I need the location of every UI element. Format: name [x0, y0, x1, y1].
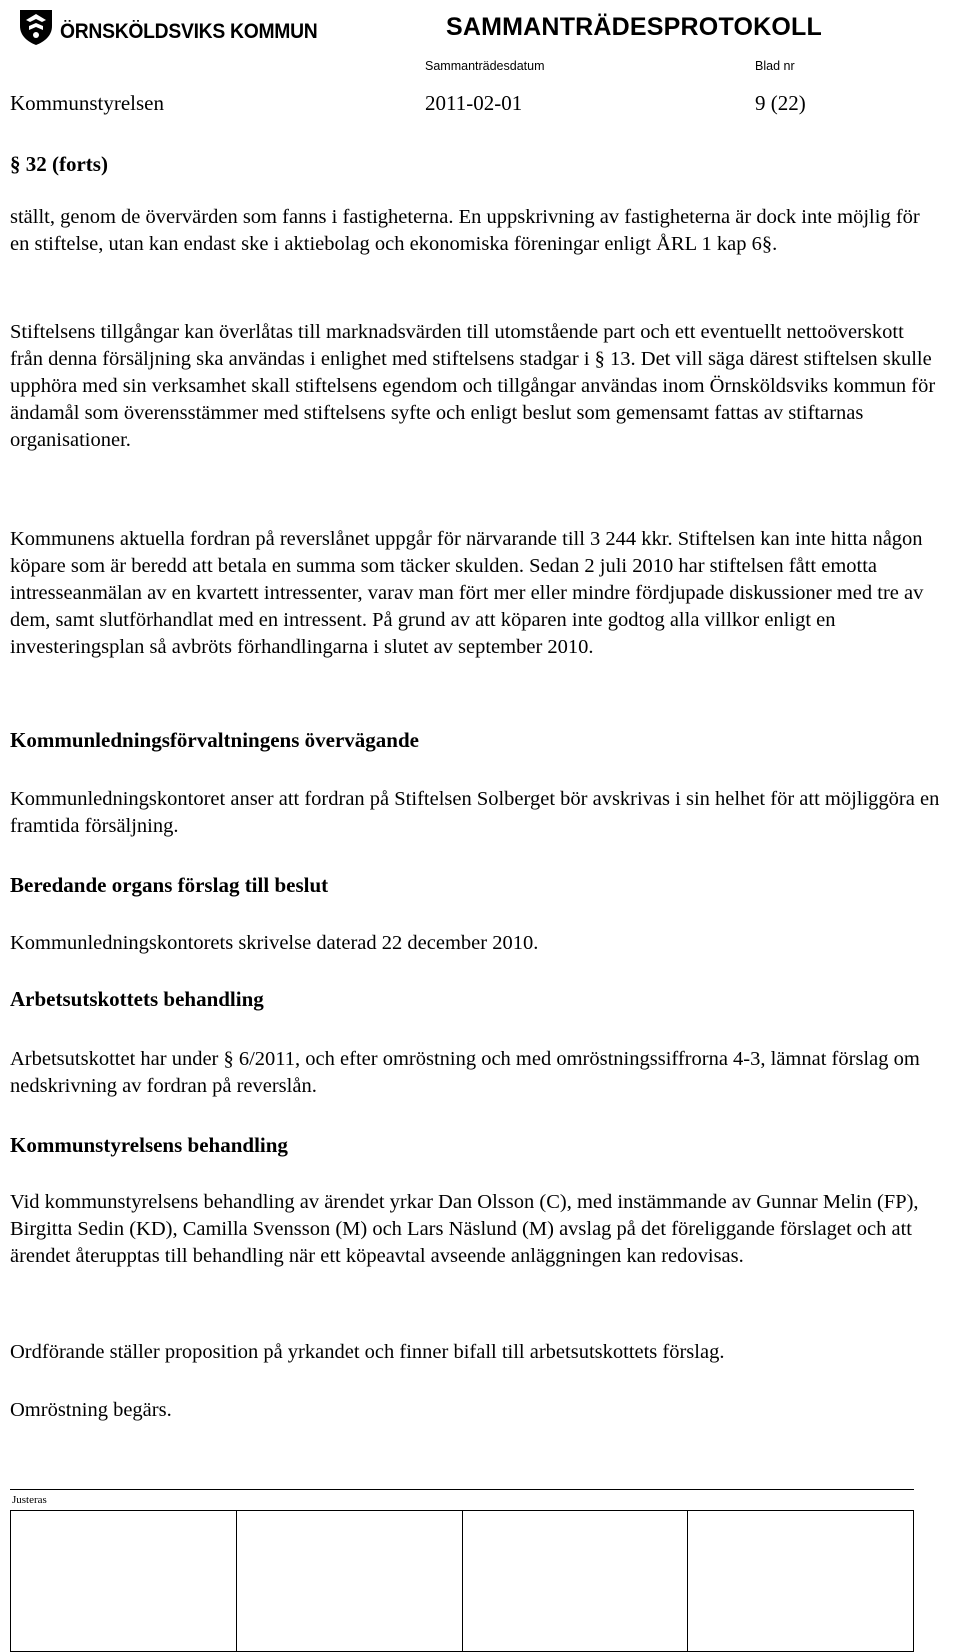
footer-divider — [10, 1489, 914, 1490]
closing-paragraph: Ordförande ställer proposition på yrkandet och finner bifall till arbetsutskottets förslag. — [10, 1341, 725, 1363]
section-heading-overvagande: Kommunledningsförvaltningens övervägande — [10, 728, 419, 752]
document-type-title: SAMMANTRÄDESPROTOKOLL — [446, 13, 822, 41]
justeras-label: Justeras — [12, 1494, 47, 1506]
body-paragraph: Kommunens aktuella fordran på reverslånet uppgår för närvarande till 3 244 kkr. Stiftelsen kan inte hitta någon köpare som är beredd att betala en summa som täcker skulden. Sedan 2 juli 2010 har stiftelsen fått emotta intresseanmälan av en kvartett intressenter, varav man fört mer eller mindre fördjupade diskussioner med tre av dem, samt slutförhandlat med en intressent. På grund av att köparen inte godtog alla villkor enligt en investeringsplan så avbröts förhandlingarna i slutet av september 2010. — [10, 528, 924, 658]
section-text-kommunstyrelse: Vid kommunstyrelsens behandling av ärendet yrkar Dan Olsson (C), med instämmande av Gunnar Melin (FP), Birgitta Sedin (KD), Camilla Svensson (M) och Lars Näslund (M) avslag på det föreliggande förslaget och att ärendet återupptas till behandling när ett köpeavtal avseende anläggningen kan redovisas. — [10, 1191, 919, 1267]
signature-cell — [688, 1511, 914, 1652]
body-paragraph: Stiftelsens tillgångar kan överlåtas till marknadsvärden till utomstående part och ett eventuellt nettoöverskott från denna försäljning ska användas i enlighet med stiftelsens stadgar i § 13. Det vill säga därest stiftelsen skulle upphöra med sin verksamhet skall stiftelsens egendom och tillgångar användas inom Örnsköldsviks kommun för ändamål som överensstämmer med stiftelsens syfte och enligt beslut som gemensamt fattas av stiftarnas organisationer. — [10, 321, 936, 451]
municipality-logo — [18, 8, 318, 46]
section-text-arbetsutskott: Arbetsutskottet har under § 6/2011, och efter omröstning och med omröstningssiffrorna 4-3, lämnat förslag om nedskrivning av fordran på reverslån. — [10, 1048, 920, 1097]
closing-paragraph: Omröstning begärs. — [10, 1399, 172, 1421]
signature-cell — [11, 1511, 237, 1652]
section-heading-arbetsutskott: Arbetsutskottets behandling — [10, 987, 264, 1011]
page-number: 9 (22) — [755, 91, 806, 115]
signature-table — [10, 1510, 914, 1652]
section-heading-forslag: Beredande organs förslag till beslut — [10, 873, 329, 897]
paragraph-heading: § 32 (forts) — [10, 152, 108, 176]
page-label: Blad nr — [755, 59, 795, 73]
signature-cell — [462, 1511, 688, 1652]
section-text-overvagande: Kommunledningskontoret anser att fordran på Stiftelsen Solberget bör avskrivas i sin helhet för att möjliggöra en framtida försäljning. — [10, 788, 940, 837]
meeting-date: 2011-02-01 — [425, 91, 523, 115]
org-name: ÖRNSKÖLDSVIKS KOMMUN — [60, 20, 318, 43]
section-text-forslag: Kommunledningskontorets skrivelse daterad 22 december 2010. — [10, 932, 539, 954]
committee-name: Kommunstyrelsen — [10, 91, 164, 115]
date-label: Sammanträdesdatum — [425, 59, 545, 73]
section-heading-kommunstyrelse: Kommunstyrelsens behandling — [10, 1133, 288, 1157]
coat-of-arms-icon — [18, 8, 54, 46]
body-paragraph: ställt, genom de övervärden som fanns i fastigheterna. En uppskrivning av fastigheterna är dock inte möjlig för en stiftelse, utan kan endast ske i aktiebolag och ekonomiska föreningar enligt ÅRL 1 kap 6§. — [10, 206, 920, 255]
signature-cell — [236, 1511, 462, 1652]
